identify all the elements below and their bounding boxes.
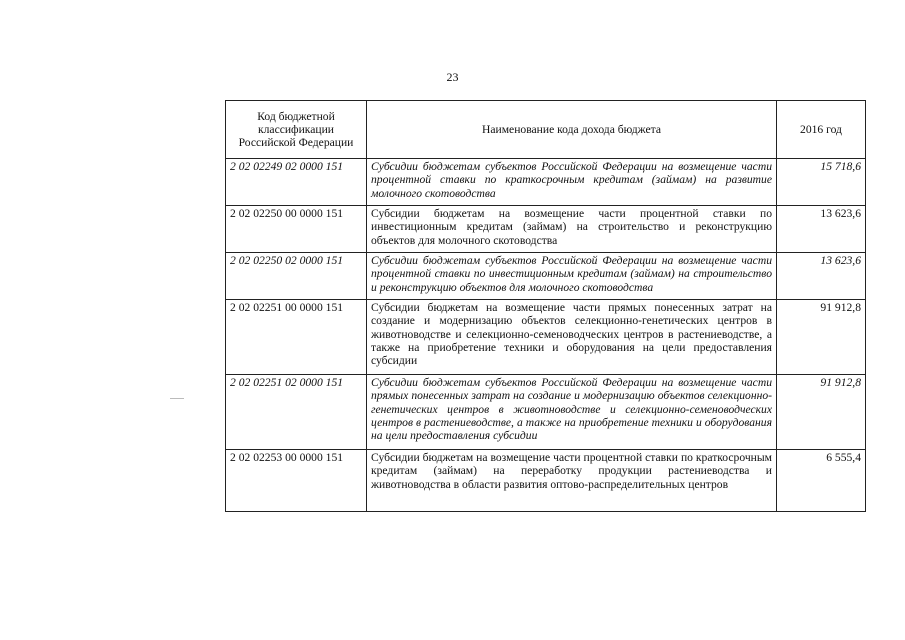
page-number: 23	[446, 70, 459, 84]
row-value: 6 555,4	[777, 450, 866, 512]
budget-revenue-table	[225, 100, 866, 512]
row-name: Субсидии бюджетам на возмещение части процентной ставки по краткосрочным кредитам (займам) на переработку продукции растениеводства и животноводства в области развития оптово-распределительных центров	[367, 450, 777, 512]
row-name: Субсидии бюджетам субъектов Российской Федерации на возмещение части прямых понесенных затрат на создание и модернизацию объектов селекционно-генетических центров в животноводстве и селекционно-семеноводческих центров в растениеводстве, а также на приобретение техники и оборудования на цели предоставления субсидии	[367, 375, 777, 450]
table-row	[226, 206, 866, 253]
row-value: 13 623,6	[777, 253, 866, 300]
row-value: 91 912,8	[777, 375, 866, 450]
table-row	[226, 253, 866, 300]
row-code: 2 02 02250 00 0000 151	[226, 206, 367, 253]
table-row	[226, 450, 866, 512]
row-code: 2 02 02251 02 0000 151	[226, 375, 367, 450]
header-year: 2016 год	[777, 101, 866, 159]
row-value: 91 912,8	[777, 300, 866, 375]
table-header-row	[226, 101, 866, 159]
table-row	[226, 375, 866, 450]
header-code: Код бюджетной классификации Российской Федерации	[226, 101, 367, 159]
row-name: Субсидии бюджетам субъектов Российской Федерации на возмещение части процентной ставки по инвестиционным кредитам (займам) на строительство и реконструкцию объектов для молочного скотоводства	[367, 253, 777, 300]
header-name: Наименование кода дохода бюджета	[367, 101, 777, 159]
row-code: 2 02 02250 02 0000 151	[226, 253, 367, 300]
row-code: 2 02 02253 00 0000 151	[226, 450, 367, 512]
table-row	[226, 300, 866, 375]
table-row	[226, 159, 866, 206]
margin-mark	[170, 398, 184, 399]
row-value: 13 623,6	[777, 206, 866, 253]
row-name: Субсидии бюджетам на возмещение части процентной ставки по инвестиционным кредитам (займам) на строительство и реконструкцию объектов для молочного скотоводства	[367, 206, 777, 253]
row-name: Субсидии бюджетам субъектов Российской Федерации на возмещение части процентной ставки по краткосрочным кредитам (займам) на развитие молочного скотоводства	[367, 159, 777, 206]
row-code: 2 02 02251 00 0000 151	[226, 300, 367, 375]
row-value: 15 718,6	[777, 159, 866, 206]
row-code: 2 02 02249 02 0000 151	[226, 159, 367, 206]
row-name: Субсидии бюджетам на возмещение части прямых понесенных затрат на создание и модернизацию объектов селекционно-генетических центров в животноводстве и селекционно-семеноводческих центров в растениеводстве, а также на приобретение техники и оборудования на цели предоставления субсидии	[367, 300, 777, 375]
